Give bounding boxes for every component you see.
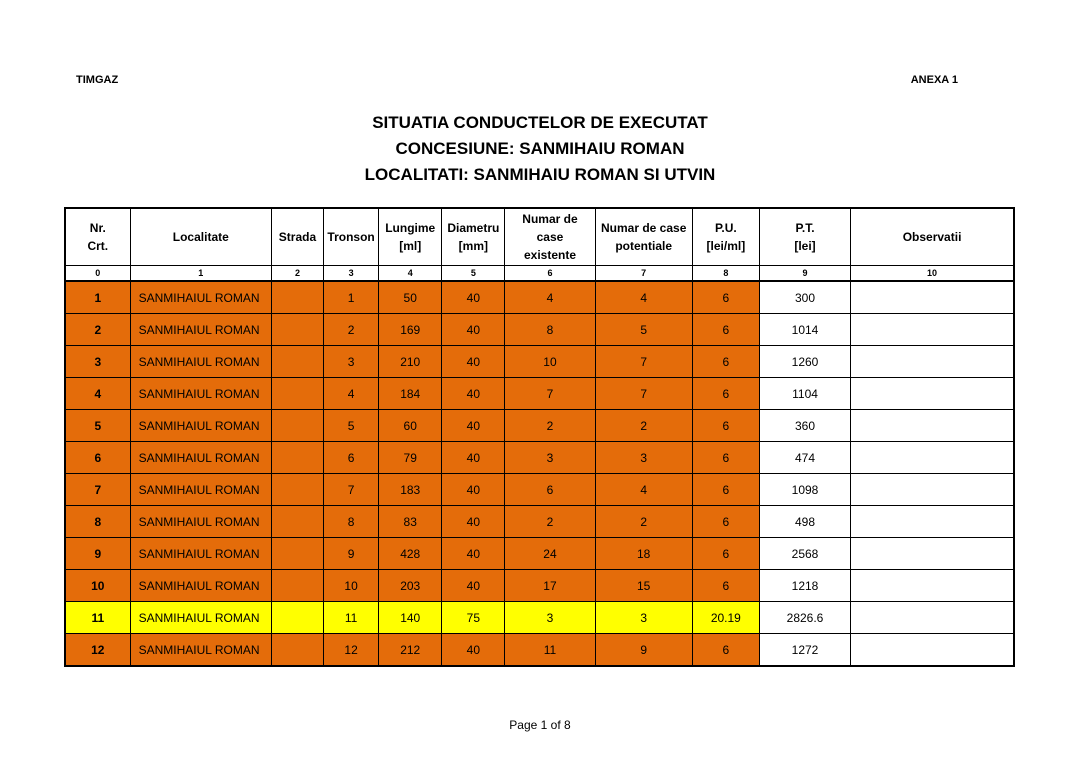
header-existente: Numar de case existente <box>505 208 595 266</box>
cell-existente: 6 <box>505 474 595 506</box>
cell-localitate: SANMIHAIUL ROMAN <box>130 410 271 442</box>
cell-strada <box>271 538 323 570</box>
pipeline-table <box>64 207 1015 667</box>
cell-pt: 474 <box>759 442 850 474</box>
cell-pt: 498 <box>759 506 850 538</box>
cell-pt: 360 <box>759 410 850 442</box>
header-nr: Nr. Crt. <box>65 208 130 266</box>
cell-potentiale: 2 <box>595 506 692 538</box>
cell-pt: 1104 <box>759 378 850 410</box>
header-pt: P.T. [lei] <box>759 208 850 266</box>
cell-tronson: 12 <box>324 634 379 667</box>
cell-localitate: SANMIHAIUL ROMAN <box>130 378 271 410</box>
cell-pt: 1218 <box>759 570 850 602</box>
cell-localitate: SANMIHAIUL ROMAN <box>130 346 271 378</box>
cell-strada <box>271 506 323 538</box>
cell-lungime: 50 <box>379 281 442 314</box>
cell-obs <box>851 378 1014 410</box>
cell-pu: 6 <box>692 506 759 538</box>
cell-pu: 6 <box>692 346 759 378</box>
cell-pt: 2826.6 <box>759 602 850 634</box>
cell-nr: 11 <box>65 602 130 634</box>
cell-nr: 5 <box>65 410 130 442</box>
cell-strada <box>271 346 323 378</box>
cell-obs <box>851 442 1014 474</box>
cell-diametru: 40 <box>442 281 505 314</box>
cell-nr: 4 <box>65 378 130 410</box>
cell-pt: 300 <box>759 281 850 314</box>
header-diametru: Diametru [mm] <box>442 208 505 266</box>
cell-potentiale: 3 <box>595 602 692 634</box>
cell-lungime: 183 <box>379 474 442 506</box>
cell-nr: 2 <box>65 314 130 346</box>
cell-existente: 2 <box>505 410 595 442</box>
cell-obs <box>851 410 1014 442</box>
table-row <box>65 474 1014 506</box>
cell-potentiale: 5 <box>595 314 692 346</box>
cell-pt: 1260 <box>759 346 850 378</box>
cell-tronson: 4 <box>324 378 379 410</box>
column-number: 5 <box>442 266 505 282</box>
cell-nr: 3 <box>65 346 130 378</box>
cell-tronson: 9 <box>324 538 379 570</box>
document-titles <box>0 110 1080 188</box>
cell-existente: 10 <box>505 346 595 378</box>
table-header-row <box>65 208 1014 266</box>
cell-strada <box>271 570 323 602</box>
cell-nr: 12 <box>65 634 130 667</box>
cell-diametru: 40 <box>442 570 505 602</box>
cell-lungime: 184 <box>379 378 442 410</box>
cell-potentiale: 18 <box>595 538 692 570</box>
cell-existente: 7 <box>505 378 595 410</box>
cell-obs <box>851 570 1014 602</box>
cell-obs <box>851 314 1014 346</box>
cell-pt: 1272 <box>759 634 850 667</box>
cell-potentiale: 4 <box>595 474 692 506</box>
cell-existente: 3 <box>505 442 595 474</box>
cell-lungime: 428 <box>379 538 442 570</box>
cell-strada <box>271 378 323 410</box>
cell-localitate: SANMIHAIUL ROMAN <box>130 506 271 538</box>
cell-diametru: 40 <box>442 634 505 667</box>
cell-obs <box>851 602 1014 634</box>
column-number: 10 <box>851 266 1014 282</box>
cell-potentiale: 15 <box>595 570 692 602</box>
cell-existente: 8 <box>505 314 595 346</box>
column-number: 4 <box>379 266 442 282</box>
cell-pu: 6 <box>692 378 759 410</box>
title-line-1: SITUATIA CONDUCTELOR DE EXECUTAT <box>372 113 708 132</box>
cell-potentiale: 3 <box>595 442 692 474</box>
cell-localitate: SANMIHAIUL ROMAN <box>130 634 271 667</box>
table-row <box>65 314 1014 346</box>
cell-obs <box>851 474 1014 506</box>
cell-obs <box>851 538 1014 570</box>
cell-nr: 10 <box>65 570 130 602</box>
header-tronson: Tronson <box>324 208 379 266</box>
cell-diametru: 40 <box>442 506 505 538</box>
annex-label: ANEXA 1 <box>910 74 958 86</box>
header-strada: Strada <box>271 208 323 266</box>
header-observatii: Observatii <box>851 208 1014 266</box>
cell-tronson: 3 <box>324 346 379 378</box>
cell-localitate: SANMIHAIUL ROMAN <box>130 538 271 570</box>
table-row <box>65 602 1014 634</box>
cell-diametru: 40 <box>442 538 505 570</box>
cell-existente: 11 <box>505 634 595 667</box>
column-number: 9 <box>759 266 850 282</box>
cell-tronson: 7 <box>324 474 379 506</box>
cell-strada <box>271 314 323 346</box>
cell-pt: 2568 <box>759 538 850 570</box>
cell-lungime: 60 <box>379 410 442 442</box>
title-line-2: CONCESIUNE: SANMIHAIU ROMAN <box>395 139 685 158</box>
cell-localitate: SANMIHAIUL ROMAN <box>130 442 271 474</box>
table-row <box>65 281 1014 314</box>
cell-existente: 4 <box>505 281 595 314</box>
page-number: Page 1 of 8 <box>509 718 571 732</box>
cell-tronson: 2 <box>324 314 379 346</box>
title-line-3: LOCALITATI: SANMIHAIU ROMAN SI UTVIN <box>364 165 716 184</box>
table-row <box>65 634 1014 667</box>
cell-potentiale: 7 <box>595 346 692 378</box>
cell-existente: 2 <box>505 506 595 538</box>
cell-strada <box>271 474 323 506</box>
cell-diametru: 40 <box>442 474 505 506</box>
table-row <box>65 506 1014 538</box>
column-number: 2 <box>271 266 323 282</box>
cell-strada <box>271 602 323 634</box>
cell-existente: 24 <box>505 538 595 570</box>
cell-pu: 6 <box>692 538 759 570</box>
header-lungime: Lungime [ml] <box>379 208 442 266</box>
column-number: 0 <box>65 266 130 282</box>
cell-pt: 1014 <box>759 314 850 346</box>
cell-nr: 9 <box>65 538 130 570</box>
cell-obs <box>851 506 1014 538</box>
cell-tronson: 8 <box>324 506 379 538</box>
cell-nr: 8 <box>65 506 130 538</box>
cell-pu: 6 <box>692 442 759 474</box>
cell-localitate: SANMIHAIUL ROMAN <box>130 474 271 506</box>
cell-localitate: SANMIHAIUL ROMAN <box>130 314 271 346</box>
cell-diametru: 40 <box>442 442 505 474</box>
cell-tronson: 6 <box>324 442 379 474</box>
cell-lungime: 212 <box>379 634 442 667</box>
column-number: 6 <box>505 266 595 282</box>
cell-tronson: 10 <box>324 570 379 602</box>
cell-localitate: SANMIHAIUL ROMAN <box>130 281 271 314</box>
header-localitate: Localitate <box>130 208 271 266</box>
cell-pu: 6 <box>692 314 759 346</box>
cell-lungime: 203 <box>379 570 442 602</box>
cell-pu: 6 <box>692 474 759 506</box>
cell-nr: 1 <box>65 281 130 314</box>
table-row <box>65 538 1014 570</box>
cell-nr: 7 <box>65 474 130 506</box>
cell-potentiale: 7 <box>595 378 692 410</box>
company-name: TIMGAZ <box>76 74 119 86</box>
table-row <box>65 346 1014 378</box>
cell-tronson: 1 <box>324 281 379 314</box>
cell-obs <box>851 281 1014 314</box>
cell-diametru: 40 <box>442 314 505 346</box>
cell-diametru: 40 <box>442 346 505 378</box>
cell-pu: 20.19 <box>692 602 759 634</box>
cell-potentiale: 9 <box>595 634 692 667</box>
column-number: 3 <box>324 266 379 282</box>
header-pu: P.U. [lei/ml] <box>692 208 759 266</box>
cell-existente: 17 <box>505 570 595 602</box>
cell-nr: 6 <box>65 442 130 474</box>
cell-pu: 6 <box>692 410 759 442</box>
table-row <box>65 570 1014 602</box>
cell-tronson: 5 <box>324 410 379 442</box>
cell-existente: 3 <box>505 602 595 634</box>
cell-strada <box>271 442 323 474</box>
cell-strada <box>271 634 323 667</box>
cell-tronson: 11 <box>324 602 379 634</box>
cell-localitate: SANMIHAIUL ROMAN <box>130 570 271 602</box>
cell-diametru: 40 <box>442 378 505 410</box>
cell-lungime: 79 <box>379 442 442 474</box>
table-row <box>65 442 1014 474</box>
cell-pt: 1098 <box>759 474 850 506</box>
cell-potentiale: 4 <box>595 281 692 314</box>
column-number-row <box>65 266 1014 282</box>
cell-pu: 6 <box>692 570 759 602</box>
cell-diametru: 40 <box>442 410 505 442</box>
cell-obs <box>851 634 1014 667</box>
cell-strada <box>271 281 323 314</box>
cell-localitate: SANMIHAIUL ROMAN <box>130 602 271 634</box>
cell-pu: 6 <box>692 281 759 314</box>
cell-diametru: 75 <box>442 602 505 634</box>
header-potentiale: Numar de case potentiale <box>595 208 692 266</box>
cell-lungime: 210 <box>379 346 442 378</box>
cell-potentiale: 2 <box>595 410 692 442</box>
cell-obs <box>851 346 1014 378</box>
table-row <box>65 378 1014 410</box>
cell-lungime: 83 <box>379 506 442 538</box>
cell-lungime: 140 <box>379 602 442 634</box>
table-row <box>65 410 1014 442</box>
cell-strada <box>271 410 323 442</box>
cell-lungime: 169 <box>379 314 442 346</box>
column-number: 8 <box>692 266 759 282</box>
column-number: 7 <box>595 266 692 282</box>
column-number: 1 <box>130 266 271 282</box>
cell-pu: 6 <box>692 634 759 667</box>
